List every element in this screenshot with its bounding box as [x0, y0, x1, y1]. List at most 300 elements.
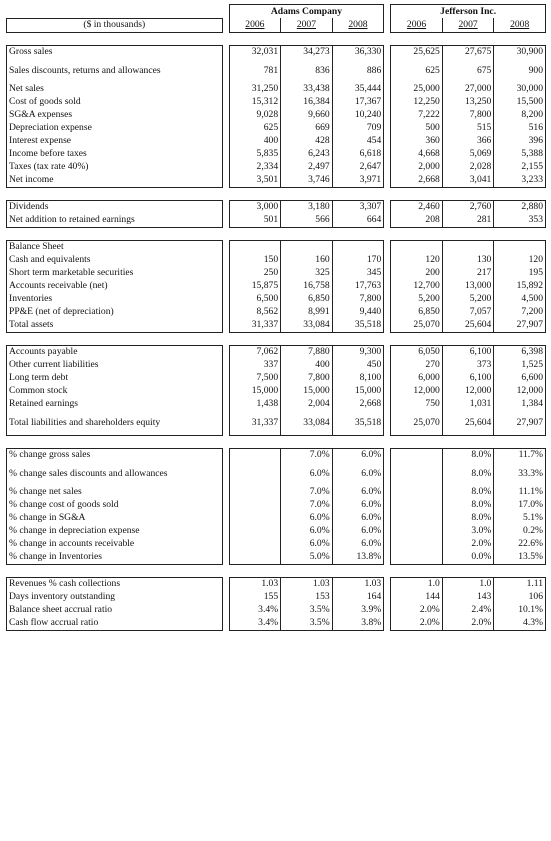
row-label: Other current liabilities [7, 359, 223, 372]
jefferson-value-cell: 515 [442, 122, 494, 135]
table-row [7, 359, 546, 372]
row-label: Interest expense [7, 135, 223, 148]
row-label: % change gross sales [7, 448, 223, 462]
jefferson-value-cell: 3,041 [442, 174, 494, 188]
column-gap [384, 200, 391, 214]
jefferson-value-cell [391, 240, 443, 254]
column-gap [222, 109, 229, 122]
year-header: 2007 [442, 18, 494, 32]
row-label: Retained earnings [7, 398, 223, 411]
column-gap [222, 148, 229, 161]
jefferson-value-cell: 13,250 [442, 96, 494, 109]
row-label: % change cost of goods sold [7, 499, 223, 512]
adams-value-cell: 170 [332, 254, 384, 267]
jefferson-value-cell [391, 462, 443, 486]
column-gap [384, 448, 391, 462]
table-row [7, 83, 546, 96]
jefferson-value-cell: 106 [494, 591, 546, 604]
adams-value-cell: 669 [281, 122, 333, 135]
jefferson-value-cell: 6,100 [442, 345, 494, 359]
adams-value-cell: 450 [332, 359, 384, 372]
jefferson-value-cell: 8,200 [494, 109, 546, 122]
adams-value-cell: 6.0% [332, 525, 384, 538]
adams-value-cell: 9,028 [229, 109, 281, 122]
adams-value-cell: 160 [281, 254, 333, 267]
table-row [7, 254, 546, 267]
adams-value-cell: 428 [281, 135, 333, 148]
spacer-cell [7, 227, 546, 240]
adams-value-cell: 781 [229, 59, 281, 83]
jefferson-value-cell: 13,000 [442, 280, 494, 293]
jefferson-value-cell: 0.0% [442, 551, 494, 565]
adams-value-cell: 15,000 [281, 385, 333, 398]
jefferson-value-cell [391, 551, 443, 565]
adams-value-cell: 32,031 [229, 45, 281, 59]
spacer-cell [7, 32, 546, 45]
adams-value-cell: 34,273 [281, 45, 333, 59]
adams-value-cell: 3,746 [281, 174, 333, 188]
column-gap [222, 280, 229, 293]
adams-value-cell [229, 538, 281, 551]
column-gap [384, 135, 391, 148]
jefferson-value-cell: 2,000 [391, 161, 443, 174]
jefferson-value-cell: 4,500 [494, 293, 546, 306]
adams-value-cell: 15,875 [229, 280, 281, 293]
table-row [7, 135, 546, 148]
row-label: Accounts payable [7, 345, 223, 359]
column-gap [222, 398, 229, 411]
column-gap [384, 462, 391, 486]
table-row [7, 591, 546, 604]
row-label: PP&E (net of depreciation) [7, 306, 223, 319]
column-gap [384, 214, 391, 228]
column-gap [384, 398, 391, 411]
company-name-adams: Adams Company [229, 5, 384, 19]
adams-value-cell [229, 462, 281, 486]
table-row [7, 122, 546, 135]
adams-value-cell [229, 486, 281, 499]
column-gap [384, 240, 391, 254]
jefferson-value-cell: 2,760 [442, 200, 494, 214]
adams-value-cell: 3.5% [281, 617, 333, 631]
adams-value-cell: 8,991 [281, 306, 333, 319]
row-label: Long term debt [7, 372, 223, 385]
adams-value-cell: 3,971 [332, 174, 384, 188]
row-label: % change in Inventories [7, 551, 223, 565]
adams-value-cell: 155 [229, 591, 281, 604]
table-row [7, 398, 546, 411]
column-gap [222, 267, 229, 280]
jefferson-value-cell: 2.0% [442, 538, 494, 551]
jefferson-value-cell: 25,000 [391, 83, 443, 96]
jefferson-value-cell: 12,250 [391, 96, 443, 109]
column-gap [384, 411, 391, 436]
jefferson-value-cell: 6,850 [391, 306, 443, 319]
jefferson-value-cell: 8.0% [442, 512, 494, 525]
year-header: 2006 [229, 18, 281, 32]
table-row [7, 448, 546, 462]
row-label: Taxes (tax rate 40%) [7, 161, 223, 174]
adams-value-cell: 625 [229, 122, 281, 135]
column-gap [222, 499, 229, 512]
adams-value-cell: 2,334 [229, 161, 281, 174]
column-gap [222, 577, 229, 591]
spacer-cell [7, 564, 546, 577]
jefferson-value-cell: 2,880 [494, 200, 546, 214]
jefferson-value-cell: 281 [442, 214, 494, 228]
adams-value-cell: 886 [332, 59, 384, 83]
jefferson-value-cell: 500 [391, 122, 443, 135]
column-gap [222, 240, 229, 254]
row-label: Net addition to retained earnings [7, 214, 223, 228]
row-label: % change in SG&A [7, 512, 223, 525]
adams-value-cell: 400 [281, 359, 333, 372]
adams-value-cell: 3,180 [281, 200, 333, 214]
jefferson-value-cell: 2.0% [391, 617, 443, 631]
jefferson-value-cell: 8.0% [442, 499, 494, 512]
adams-value-cell: 7,800 [332, 293, 384, 306]
jefferson-value-cell: 27,000 [442, 83, 494, 96]
table-row [7, 385, 546, 398]
adams-value-cell: 15,000 [332, 385, 384, 398]
column-gap [222, 617, 229, 631]
adams-value-cell: 3,501 [229, 174, 281, 188]
column-gap [384, 267, 391, 280]
adams-value-cell: 35,518 [332, 319, 384, 333]
column-gap [222, 448, 229, 462]
column-gap [222, 161, 229, 174]
column-gap [384, 96, 391, 109]
column-gap [222, 5, 229, 19]
adams-value-cell: 337 [229, 359, 281, 372]
column-gap [384, 319, 391, 333]
adams-value-cell: 6.0% [281, 512, 333, 525]
table-row [7, 538, 546, 551]
jefferson-value-cell: 25,604 [442, 319, 494, 333]
table-row [7, 486, 546, 499]
table-row [7, 293, 546, 306]
jefferson-value-cell: 2.0% [442, 617, 494, 631]
jefferson-value-cell: 22.6% [494, 538, 546, 551]
jefferson-value-cell: 6,000 [391, 372, 443, 385]
adams-value-cell: 3,307 [332, 200, 384, 214]
adams-value-cell: 150 [229, 254, 281, 267]
row-label: Balance Sheet [7, 240, 223, 254]
section-spacer [7, 332, 546, 345]
adams-value-cell: 1.03 [281, 577, 333, 591]
adams-value-cell: 3,000 [229, 200, 281, 214]
jefferson-value-cell: 12,000 [494, 385, 546, 398]
adams-value-cell [229, 551, 281, 565]
jefferson-value-cell: 6,100 [442, 372, 494, 385]
adams-value-cell: 7.0% [281, 486, 333, 499]
jefferson-value-cell: 27,907 [494, 319, 546, 333]
adams-value-cell: 400 [229, 135, 281, 148]
section-spacer [7, 435, 546, 448]
adams-value-cell: 501 [229, 214, 281, 228]
column-gap [222, 200, 229, 214]
column-gap [384, 161, 391, 174]
adams-value-cell: 6,618 [332, 148, 384, 161]
jefferson-value-cell: 200 [391, 267, 443, 280]
column-gap [222, 591, 229, 604]
row-label: Dividends [7, 200, 223, 214]
jefferson-value-cell: 25,625 [391, 45, 443, 59]
company-name-jefferson: Jefferson Inc. [391, 5, 546, 19]
adams-value-cell [229, 512, 281, 525]
column-gap [222, 306, 229, 319]
adams-value-cell: 3.4% [229, 604, 281, 617]
jefferson-value-cell [442, 240, 494, 254]
table-row [7, 45, 546, 59]
column-gap [384, 499, 391, 512]
column-gap [222, 18, 229, 32]
column-gap [222, 174, 229, 188]
jefferson-value-cell: 12,700 [391, 280, 443, 293]
jefferson-value-cell: 270 [391, 359, 443, 372]
header-corner [7, 5, 223, 19]
adams-value-cell: 17,763 [332, 280, 384, 293]
table-row [7, 462, 546, 486]
jefferson-value-cell: 7,200 [494, 306, 546, 319]
jefferson-value-cell: 5,200 [442, 293, 494, 306]
jefferson-value-cell: 396 [494, 135, 546, 148]
column-gap [222, 411, 229, 436]
jefferson-value-cell: 30,900 [494, 45, 546, 59]
spacer-cell [7, 435, 546, 448]
jefferson-value-cell [391, 538, 443, 551]
table-row [7, 240, 546, 254]
row-label: Accounts receivable (net) [7, 280, 223, 293]
row-label: Depreciation expense [7, 122, 223, 135]
column-gap [384, 486, 391, 499]
adams-value-cell [229, 499, 281, 512]
column-gap [384, 18, 391, 32]
year-header: 2008 [494, 18, 546, 32]
column-gap [384, 174, 391, 188]
section-spacer [7, 227, 546, 240]
column-gap [222, 45, 229, 59]
jefferson-value-cell: 366 [442, 135, 494, 148]
column-gap [222, 319, 229, 333]
table-row [7, 96, 546, 109]
row-label: Short term marketable securities [7, 267, 223, 280]
adams-value-cell: 2,497 [281, 161, 333, 174]
jefferson-value-cell: 8.0% [442, 462, 494, 486]
adams-value-cell [229, 448, 281, 462]
jefferson-value-cell: 360 [391, 135, 443, 148]
adams-value-cell: 153 [281, 591, 333, 604]
adams-value-cell: 17,367 [332, 96, 384, 109]
jefferson-value-cell: 27,675 [442, 45, 494, 59]
row-label: Net income [7, 174, 223, 188]
row-label: % change sales discounts and allowances [7, 462, 223, 486]
jefferson-value-cell: 17.0% [494, 499, 546, 512]
column-gap [384, 591, 391, 604]
adams-value-cell: 6,500 [229, 293, 281, 306]
column-gap [222, 122, 229, 135]
section-spacer [7, 187, 546, 200]
section-spacer [7, 32, 546, 45]
jefferson-value-cell: 353 [494, 214, 546, 228]
column-gap [222, 96, 229, 109]
adams-value-cell: 31,337 [229, 319, 281, 333]
jefferson-value-cell: 1.0 [391, 577, 443, 591]
adams-value-cell: 6.0% [332, 538, 384, 551]
table-row [7, 148, 546, 161]
table-row [7, 161, 546, 174]
adams-value-cell: 5.0% [281, 551, 333, 565]
column-gap [384, 59, 391, 83]
adams-value-cell: 345 [332, 267, 384, 280]
column-gap [384, 83, 391, 96]
column-gap [384, 45, 391, 59]
row-label: Sales discounts, returns and allowances [7, 59, 223, 83]
row-label: % change in depreciation expense [7, 525, 223, 538]
column-gap [384, 122, 391, 135]
jefferson-value-cell [391, 512, 443, 525]
row-label: Common stock [7, 385, 223, 398]
adams-value-cell: 2,004 [281, 398, 333, 411]
jefferson-value-cell [391, 499, 443, 512]
row-label: SG&A expenses [7, 109, 223, 122]
row-label: Cash and equivalents [7, 254, 223, 267]
table-row [7, 411, 546, 436]
adams-value-cell: 3.9% [332, 604, 384, 617]
jefferson-value-cell: 6,600 [494, 372, 546, 385]
row-label: Income before taxes [7, 148, 223, 161]
jefferson-value-cell: 1.11 [494, 577, 546, 591]
table-row [7, 306, 546, 319]
year-header: 2007 [281, 18, 333, 32]
table-row [7, 319, 546, 333]
adams-value-cell: 164 [332, 591, 384, 604]
column-gap [222, 214, 229, 228]
jefferson-value-cell: 2,155 [494, 161, 546, 174]
column-gap [222, 486, 229, 499]
jefferson-value-cell [391, 486, 443, 499]
table-row [7, 499, 546, 512]
jefferson-value-cell: 12,000 [442, 385, 494, 398]
adams-value-cell: 454 [332, 135, 384, 148]
column-gap [222, 372, 229, 385]
column-gap [384, 538, 391, 551]
adams-value-cell: 33,084 [281, 319, 333, 333]
adams-value-cell: 7,880 [281, 345, 333, 359]
column-gap [222, 59, 229, 83]
jefferson-value-cell: 2,668 [391, 174, 443, 188]
jefferson-value-cell: 217 [442, 267, 494, 280]
adams-value-cell: 709 [332, 122, 384, 135]
jefferson-value-cell: 7,057 [442, 306, 494, 319]
jefferson-value-cell: 11.7% [494, 448, 546, 462]
column-gap [384, 577, 391, 591]
jefferson-value-cell: 6,398 [494, 345, 546, 359]
jefferson-value-cell: 8.0% [442, 448, 494, 462]
column-gap [222, 254, 229, 267]
adams-value-cell: 1,438 [229, 398, 281, 411]
adams-value-cell: 325 [281, 267, 333, 280]
adams-value-cell [229, 240, 281, 254]
jefferson-value-cell: 15,892 [494, 280, 546, 293]
company-header-row [7, 5, 546, 19]
jefferson-value-cell: 1,384 [494, 398, 546, 411]
jefferson-value-cell: 2.0% [391, 604, 443, 617]
jefferson-value-cell: 750 [391, 398, 443, 411]
jefferson-value-cell: 4,668 [391, 148, 443, 161]
jefferson-value-cell: 5,200 [391, 293, 443, 306]
spacer-cell [7, 332, 546, 345]
row-label: % change net sales [7, 486, 223, 499]
adams-value-cell: 6.0% [281, 538, 333, 551]
jefferson-value-cell: 2,460 [391, 200, 443, 214]
adams-value-cell: 6.0% [332, 486, 384, 499]
table-row [7, 617, 546, 631]
column-gap [222, 135, 229, 148]
row-label: Days inventory outstanding [7, 591, 223, 604]
table-row [7, 577, 546, 591]
adams-value-cell: 16,758 [281, 280, 333, 293]
jefferson-value-cell: 143 [442, 591, 494, 604]
jefferson-value-cell: 11.1% [494, 486, 546, 499]
adams-value-cell: 3.5% [281, 604, 333, 617]
adams-value-cell: 33,438 [281, 83, 333, 96]
row-label: % change in accounts receivable [7, 538, 223, 551]
year-header: 2008 [332, 18, 384, 32]
jefferson-value-cell: 5,388 [494, 148, 546, 161]
adams-value-cell: 2,647 [332, 161, 384, 174]
row-label: Cost of goods sold [7, 96, 223, 109]
jefferson-value-cell: 120 [494, 254, 546, 267]
jefferson-value-cell: 6,050 [391, 345, 443, 359]
jefferson-value-cell: 12,000 [391, 385, 443, 398]
adams-value-cell: 566 [281, 214, 333, 228]
jefferson-value-cell: 1.0 [442, 577, 494, 591]
table-row [7, 59, 546, 83]
row-label: Revenues % cash collections [7, 577, 223, 591]
adams-value-cell: 2,668 [332, 398, 384, 411]
adams-value-cell: 16,384 [281, 96, 333, 109]
adams-value-cell: 35,518 [332, 411, 384, 436]
jefferson-value-cell: 27,907 [494, 411, 546, 436]
jefferson-value-cell: 373 [442, 359, 494, 372]
column-gap [222, 462, 229, 486]
jefferson-value-cell: 1,525 [494, 359, 546, 372]
column-gap [222, 345, 229, 359]
table-row [7, 214, 546, 228]
adams-value-cell: 10,240 [332, 109, 384, 122]
jefferson-value-cell: 25,070 [391, 411, 443, 436]
column-gap [384, 109, 391, 122]
table-row [7, 604, 546, 617]
jefferson-value-cell: 10.1% [494, 604, 546, 617]
adams-value-cell: 15,000 [229, 385, 281, 398]
adams-value-cell: 15,312 [229, 96, 281, 109]
adams-value-cell: 31,250 [229, 83, 281, 96]
column-gap [384, 306, 391, 319]
adams-value-cell: 9,300 [332, 345, 384, 359]
table-row [7, 174, 546, 188]
jefferson-value-cell: 7,222 [391, 109, 443, 122]
adams-value-cell: 9,660 [281, 109, 333, 122]
jefferson-value-cell: 7,800 [442, 109, 494, 122]
adams-value-cell: 5,835 [229, 148, 281, 161]
jefferson-value-cell: 130 [442, 254, 494, 267]
table-row [7, 551, 546, 565]
column-gap [222, 551, 229, 565]
column-gap [384, 280, 391, 293]
adams-value-cell [332, 240, 384, 254]
